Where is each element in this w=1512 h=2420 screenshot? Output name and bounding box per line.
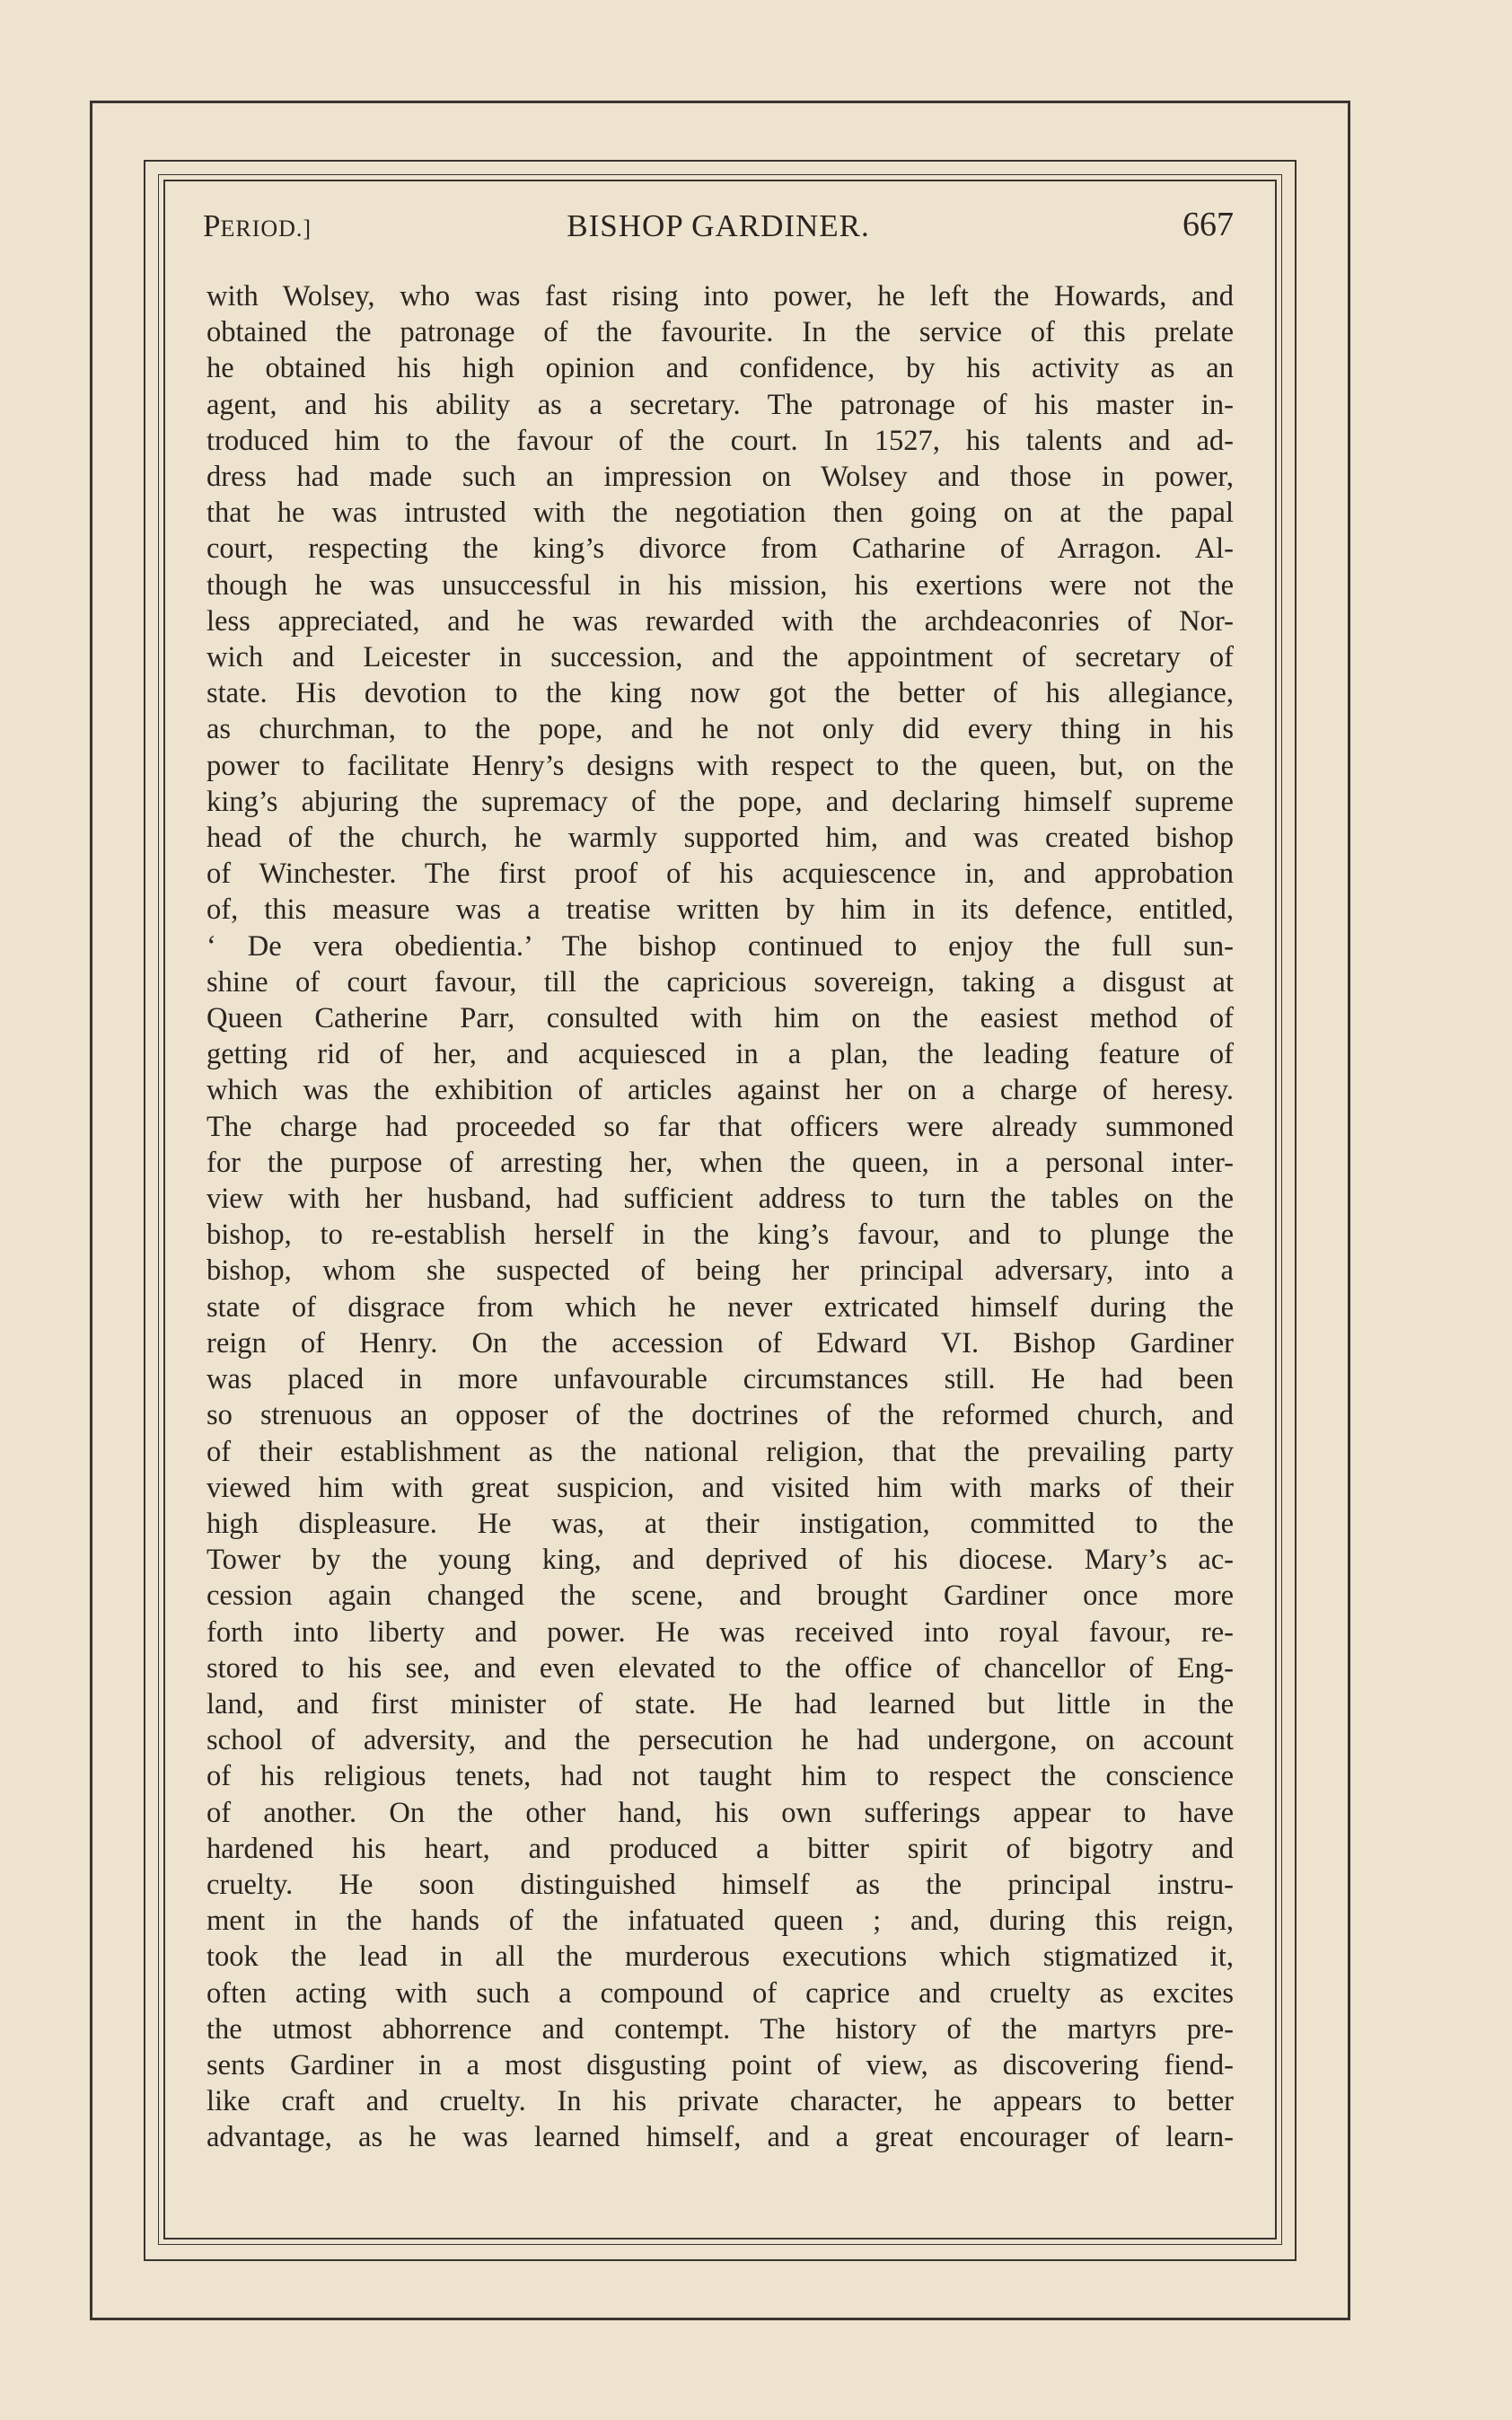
text-line: troduced him to the favour of the court. In 1527, his talents and ad- <box>207 424 1234 457</box>
text-line: the utmost abhorrence and contempt. The history of the martyrs pre- <box>207 2012 1234 2046</box>
text-line: school of adversity, and the persecution he had undergone, on account <box>207 1724 1234 1757</box>
body-text <box>207 278 1234 2156</box>
running-header <box>203 205 1234 255</box>
text-line: he obtained his high opinion and confidence, by his activity as an <box>207 352 1234 385</box>
text-line: land, and first minister of state. He had learned but little in the <box>207 1687 1234 1720</box>
header-title: BISHOP GARDINER. <box>567 208 870 243</box>
text-line: that he was intrusted with the negotiation then going on at the papal <box>207 497 1234 530</box>
text-line: of another. On the other hand, his own sufferings appear to have <box>207 1796 1234 1829</box>
text-line: sents Gardiner in a most disgusting point of view, as discovering fiend- <box>207 2048 1234 2081</box>
text-line: state of disgrace from which he never extricated himself during the <box>207 1290 1234 1324</box>
text-line: advantage, as he was learned himself, and a great encourager of learn- <box>207 2121 1234 2154</box>
text-line: cruelty. He soon distinguished himself as the principal instru- <box>207 1868 1234 1901</box>
text-line: obtained the patronage of the favourite. In the service of this prelate <box>207 316 1234 349</box>
text-line: high displeasure. He was, at their instigation, committed to the <box>207 1507 1234 1540</box>
text-line: view with her husband, had sufficient address to turn the tables on the <box>207 1183 1234 1216</box>
text-line: court, respecting the king’s divorce from Catharine of Arragon. Al- <box>207 532 1234 566</box>
text-line: agent, and his ability as a secretary. The patronage of his master in- <box>207 388 1234 421</box>
text-line: The charge had proceeded so far that officers were already summoned <box>207 1110 1234 1143</box>
text-line: ‘ De vera obedientia.’ The bishop continued to enjoy the full sun- <box>207 929 1234 963</box>
text-line: shine of court favour, till the capricious sovereign, taking a disgust at <box>207 965 1234 999</box>
text-line: of his religious tenets, had not taught him to respect the conscience <box>207 1760 1234 1793</box>
text-line: stored to his see, and even elevated to the office of chancellor of Eng- <box>207 1651 1234 1685</box>
header-section-initial: P <box>203 208 221 243</box>
text-line: bishop, to re-establish herself in the king’s favour, and to plunge the <box>207 1219 1234 1252</box>
text-line: for the purpose of arresting her, when the queen, in a personal inter- <box>207 1146 1234 1179</box>
text-line: took the lead in all the murderous executions which stigmatized it, <box>207 1940 1234 1974</box>
text-line: often acting with such a compound of caprice and cruelty as excites <box>207 1976 1234 2010</box>
text-line: wich and Leicester in succession, and the appointment of secretary of <box>207 641 1234 674</box>
page-number: 667 <box>1182 206 1234 243</box>
text-line: like craft and cruelty. In his private character, he appears to better <box>207 2085 1234 2118</box>
text-line: which was the exhibition of articles against her on a charge of heresy. <box>207 1074 1234 1107</box>
text-line: Tower by the young king, and deprived of his diocese. Mary’s ac- <box>207 1544 1234 1577</box>
text-line: head of the church, he warmly supported him, and was created bishop <box>207 822 1234 855</box>
text-line: dress had made such an impression on Wolsey and those in power, <box>207 461 1234 494</box>
text-line: less appreciated, and he was rewarded with the archdeaconries of Nor- <box>207 604 1234 638</box>
text-line: state. His devotion to the king now got the better of his allegiance, <box>207 677 1234 710</box>
text-line: getting rid of her, and acquiesced in a plan, the leading feature of <box>207 1038 1234 1071</box>
text-line: power to facilitate Henry’s designs with respect to the queen, but, on the <box>207 749 1234 782</box>
text-line: was placed in more unfavourable circumstances still. He had been <box>207 1363 1234 1396</box>
text-line: viewed him with great suspicion, and visited him with marks of their <box>207 1471 1234 1504</box>
text-line: bishop, whom she suspected of being her principal adversary, into a <box>207 1254 1234 1288</box>
text-line: ment in the hands of the infatuated queen ; and, during this reign, <box>207 1905 1234 1938</box>
text-line: hardened his heart, and produced a bitter spirit of bigotry and <box>207 1832 1234 1865</box>
text-line: reign of Henry. On the accession of Edward VI. Bishop Gardiner <box>207 1326 1234 1360</box>
text-line: of their establishment as the national religion, that the prevailing party <box>207 1435 1234 1468</box>
text-line: though he was unsuccessful in his mission, his exertions were not the <box>207 568 1234 602</box>
text-line: king’s abjuring the supremacy of the pope, and declaring himself supreme <box>207 785 1234 818</box>
text-line: with Wolsey, who was fast rising into power, he left the Howards, and <box>207 280 1234 312</box>
text-line: Queen Catherine Parr, consulted with him on the easiest method of <box>207 1002 1234 1035</box>
text-line: forth into liberty and power. He was received into royal favour, re- <box>207 1615 1234 1649</box>
header-section-rest: ERIOD.] <box>220 216 312 242</box>
text-line: so strenuous an opposer of the doctrines of the reformed church, and <box>207 1399 1234 1432</box>
text-line: of Winchester. The first proof of his acquiescence in, and approbation <box>207 858 1234 891</box>
text-line: as churchman, to the pope, and he not only did every thing in his <box>207 713 1234 746</box>
text-line: of, this measure was a treatise written by him in its defence, entitled, <box>207 893 1234 927</box>
text-line: cession again changed the scene, and brought Gardiner once more <box>207 1580 1234 1613</box>
